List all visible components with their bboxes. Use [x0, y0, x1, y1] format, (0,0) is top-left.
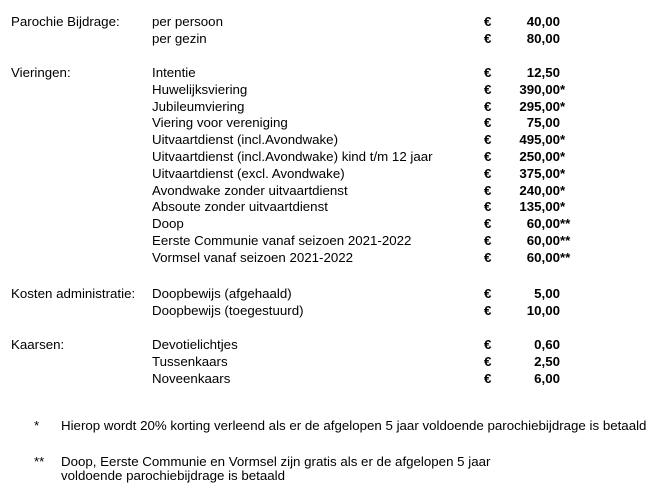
price-value: 0,60: [534, 337, 560, 352]
currency-symbol: €: [484, 302, 492, 318]
item-label: Uitvaartdienst (incl.Avondwake): [152, 132, 338, 148]
footnote-marker: **: [560, 249, 571, 265]
item-label: Devotielichtjes: [152, 337, 238, 352]
item-label: Uitvaartdienst (incl.Avondwake) kind t/m 12 jaar: [152, 148, 433, 164]
item-label: Jubileumviering: [152, 98, 245, 114]
price-value: 2,50: [534, 353, 560, 369]
item-label: Vormsel vanaf seizoen 2021-2022: [152, 249, 354, 265]
footnote-symbol: **: [34, 454, 45, 469]
category-label: Kosten administratie:: [11, 286, 136, 301]
footnote-symbol: *: [34, 418, 40, 433]
price-value: 495,00: [519, 132, 560, 148]
price-row: [0, 31, 670, 48]
item-label: per persoon: [152, 14, 223, 29]
price-value: 60,00: [526, 232, 560, 248]
section: [0, 65, 670, 267]
price-value: 250,00: [519, 148, 560, 164]
currency-symbol: €: [484, 249, 492, 265]
item-label: Avondwake zonder uitvaartdienst: [152, 182, 348, 198]
price-value: 5,00: [534, 286, 560, 301]
price-value: 295,00: [519, 98, 560, 114]
currency-symbol: €: [484, 115, 492, 131]
item-label: Tussenkaars: [152, 353, 228, 369]
price-row: [0, 132, 670, 149]
footnote-marker: *: [560, 98, 566, 114]
footnote-marker: *: [560, 165, 566, 181]
category-label: Parochie Bijdrage:: [11, 14, 120, 29]
footnote-marker: *: [560, 182, 566, 198]
item-label: Viering voor vereniging: [152, 115, 288, 131]
footnote-text: Hierop wordt 20% korting verleend als er de afgelopen 5 jaar voldoende parochiebijdrage is betaald: [61, 418, 647, 433]
price-row: [0, 250, 670, 267]
price-value: 60,00: [526, 249, 560, 265]
price-value: 12,50: [526, 65, 560, 80]
currency-symbol: €: [484, 182, 492, 198]
price-row: [0, 371, 670, 388]
price-row: [0, 99, 670, 116]
price-row: [0, 65, 670, 82]
price-value: 40,00: [526, 14, 560, 29]
currency-symbol: €: [484, 370, 492, 386]
price-value: 75,00: [526, 115, 560, 131]
price-row: [0, 82, 670, 99]
price-row: [0, 199, 670, 216]
item-label: Absoute zonder uitvaartdienst: [152, 199, 328, 215]
price-value: 375,00: [519, 165, 560, 181]
price-value: 60,00: [526, 216, 560, 232]
item-label: Uitvaartdienst (excl. Avondwake): [152, 165, 345, 181]
price-value: 390,00: [519, 81, 560, 97]
price-row: [0, 149, 670, 166]
price-row: [0, 14, 670, 31]
price-value: 6,00: [534, 370, 560, 386]
currency-symbol: €: [484, 199, 492, 215]
price-row: [0, 183, 670, 200]
footnote-marker: **: [560, 216, 571, 232]
currency-symbol: €: [484, 165, 492, 181]
price-value: 135,00: [519, 199, 560, 215]
currency-symbol: €: [484, 14, 492, 29]
footnote-marker: *: [560, 132, 566, 148]
price-row: [0, 337, 670, 354]
footnote-marker: **: [560, 232, 571, 248]
item-label: Eerste Communie vanaf seizoen 2021-2022: [152, 232, 412, 248]
footnote-marker: *: [560, 199, 566, 215]
currency-symbol: €: [484, 286, 492, 301]
section: [0, 286, 670, 320]
footnote-text: Doop, Eerste Communie en Vormsel zijn gratis als er de afgelopen 5 jaar voldoende parochiebijdrage is betaald: [61, 454, 491, 483]
item-label: Huwelijksviering: [152, 81, 248, 97]
footnote-marker: *: [560, 148, 566, 164]
category-label: Kaarsen:: [11, 337, 65, 352]
currency-symbol: €: [484, 98, 492, 114]
item-label: Doop: [152, 216, 184, 232]
price-value: 240,00: [519, 182, 560, 198]
section: [0, 337, 670, 387]
item-label: Doopbewijs (toegestuurd): [152, 302, 304, 318]
category-label: Vieringen:: [11, 65, 71, 80]
price-row: [0, 216, 670, 233]
currency-symbol: €: [484, 353, 492, 369]
currency-symbol: €: [484, 65, 492, 80]
currency-symbol: €: [484, 132, 492, 148]
currency-symbol: €: [484, 81, 492, 97]
item-label: Intentie: [152, 65, 196, 80]
footnote-marker: *: [560, 81, 566, 97]
item-label: Doopbewijs (afgehaald): [152, 286, 292, 301]
currency-symbol: €: [484, 337, 492, 352]
price-row: [0, 286, 670, 303]
currency-symbol: €: [484, 216, 492, 232]
price-row: [0, 303, 670, 320]
item-label: per gezin: [152, 30, 207, 46]
price-row: [0, 115, 670, 132]
currency-symbol: €: [484, 232, 492, 248]
price-row: [0, 233, 670, 250]
price-value: 80,00: [526, 30, 560, 46]
currency-symbol: €: [484, 30, 492, 46]
currency-symbol: €: [484, 148, 492, 164]
item-label: Noveenkaars: [152, 370, 231, 386]
section: [0, 14, 670, 48]
price-row: [0, 166, 670, 183]
price-row: [0, 354, 670, 371]
price-value: 10,00: [526, 302, 560, 318]
